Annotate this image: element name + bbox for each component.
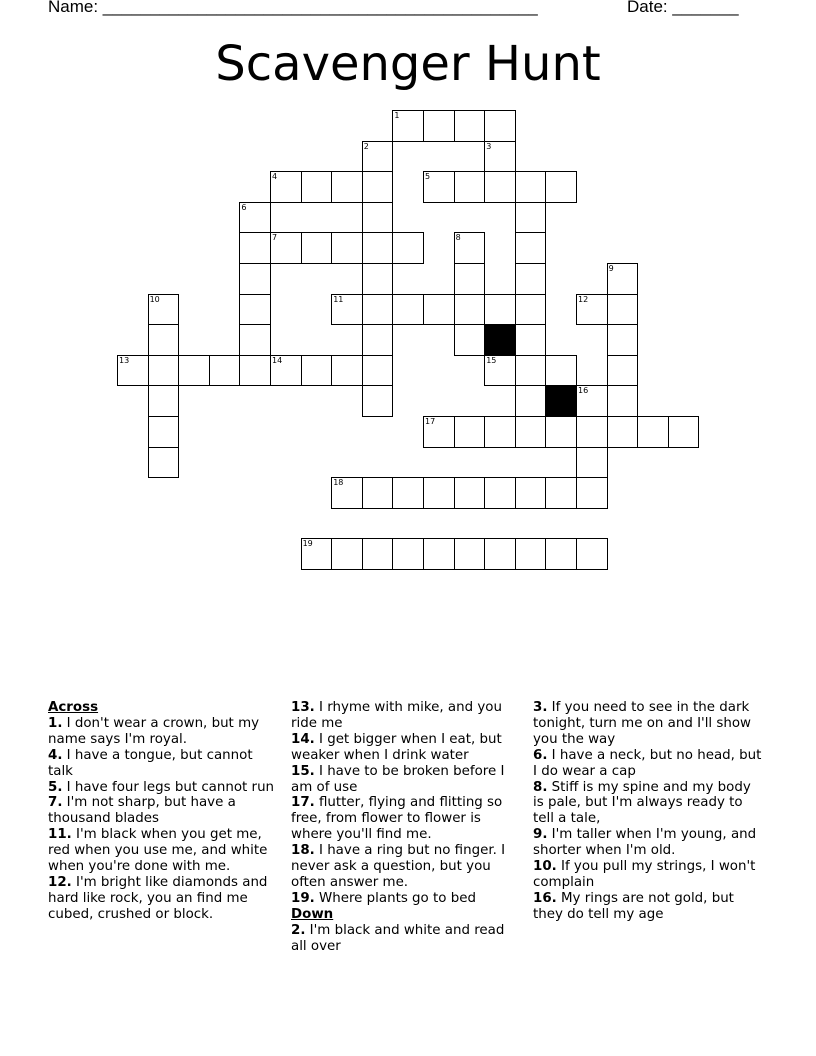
- clue-number: 9: [608, 264, 614, 273]
- clue-item: [48, 748, 280, 780]
- crossword-cell[interactable]: [331, 232, 363, 264]
- crossword-cell[interactable]: [148, 294, 180, 326]
- clue-item-number: 14.: [291, 731, 315, 747]
- crossword-cell[interactable]: [515, 324, 547, 356]
- clue-item-text: I rhyme with mike, and you ride me: [291, 700, 502, 731]
- crossword-cell[interactable]: [576, 416, 608, 448]
- crossword-cell[interactable]: [515, 538, 547, 570]
- clue-item: [291, 843, 523, 891]
- clue-item-number: 18.: [291, 843, 315, 859]
- crossword-cell[interactable]: [607, 324, 639, 356]
- clue-item-number: 7.: [48, 795, 63, 811]
- crossword-cell[interactable]: [545, 355, 577, 387]
- clue-item: [48, 780, 280, 796]
- crossword-cell[interactable]: [392, 232, 424, 264]
- crossword-cell[interactable]: [362, 263, 394, 295]
- clue-item-number: 12.: [48, 874, 72, 890]
- clue-item-number: 17.: [291, 795, 315, 811]
- clue-item: [291, 891, 523, 907]
- crossword-cell[interactable]: [454, 171, 486, 203]
- crossword-cell[interactable]: [301, 171, 333, 203]
- clue-number: 15: [486, 355, 497, 365]
- clue-item-text: flutter, flying and flitting so free, from flower to flower is where you'll find me.: [291, 795, 503, 843]
- crossword-cell[interactable]: [148, 324, 180, 356]
- crossword-cell[interactable]: [607, 355, 639, 387]
- clue-item-text: If you need to see in the dark tonight, turn me on and I'll show you the way: [533, 700, 752, 747]
- clue-item-text: I have a neck, but no head, but I do wear a cap: [533, 747, 762, 779]
- crossword-cell[interactable]: [576, 538, 608, 570]
- clue-item: [291, 795, 523, 843]
- clue-number: 13: [119, 355, 130, 365]
- clue-item-text: I'm black and white and read all over: [291, 922, 505, 954]
- clue-item-text: Stiff is my spine and my body is pale, but I'm always ready to tell a tale,: [533, 779, 751, 827]
- crossword-cell[interactable]: [270, 355, 302, 387]
- crossword-black-cell: [545, 385, 577, 417]
- crossword-cell[interactable]: [515, 171, 547, 203]
- crossword-cell[interactable]: [331, 477, 363, 509]
- crossword-cell[interactable]: [668, 416, 700, 448]
- crossword-cell[interactable]: [576, 477, 608, 509]
- clue-item-number: 9.: [533, 827, 548, 843]
- clue-item: [291, 732, 523, 764]
- crossword-cell[interactable]: [239, 324, 271, 356]
- crossword-cell[interactable]: [515, 416, 547, 448]
- crossword-cell[interactable]: [362, 232, 394, 264]
- crossword-cell[interactable]: [484, 355, 516, 387]
- crossword-cell[interactable]: [362, 141, 394, 173]
- crossword-cell[interactable]: [362, 385, 394, 417]
- crossword-cell[interactable]: [545, 477, 577, 509]
- crossword-cell[interactable]: [607, 385, 639, 417]
- crossword-cell[interactable]: [515, 385, 547, 417]
- clue-item-number: 11.: [48, 827, 72, 843]
- crossword-cell[interactable]: [392, 294, 424, 326]
- crossword-cell[interactable]: [148, 355, 180, 387]
- crossword-cell[interactable]: [148, 447, 180, 479]
- clue-item-number: 8.: [533, 779, 548, 795]
- clue-item-text: I get bigger when I eat, but weaker when I drink water: [291, 731, 502, 763]
- clue-item-number: 19.: [291, 890, 315, 906]
- clue-item-number: 6.: [533, 747, 548, 763]
- clue-number: 17: [425, 417, 436, 426]
- clue-item: [291, 923, 523, 955]
- crossword-cell[interactable]: [301, 355, 333, 387]
- crossword-cell[interactable]: [423, 477, 455, 509]
- crossword-cell[interactable]: [545, 538, 577, 570]
- crossword-cell[interactable]: [484, 171, 516, 203]
- crossword-cell[interactable]: [178, 355, 210, 387]
- clue-item-number: 1.: [48, 715, 63, 731]
- clue-item-text: I don't wear a crown, but my name says I'm royal.: [48, 715, 260, 747]
- crossword-cell[interactable]: [545, 171, 577, 203]
- crossword-cell[interactable]: [454, 232, 486, 264]
- crossword-cell[interactable]: [423, 294, 455, 326]
- crossword-cell[interactable]: [239, 202, 271, 234]
- crossword-cell[interactable]: [607, 416, 639, 448]
- crossword-cell[interactable]: [454, 263, 486, 295]
- clue-item-number: 4.: [48, 747, 63, 763]
- clue-item: [48, 716, 280, 748]
- clue-item: [48, 795, 280, 827]
- clues-column-2: [291, 700, 523, 955]
- clue-number: 5: [425, 172, 431, 182]
- crossword-black-cell: [484, 324, 516, 356]
- clue-item: [533, 748, 765, 780]
- clues-column-1: [48, 700, 280, 923]
- clue-item-text: I have a ring but no finger. I never ask a question, but you often answer me.: [291, 843, 506, 890]
- crossword-cell[interactable]: [423, 416, 455, 448]
- clue-item-text: I have four legs but cannot run: [62, 779, 275, 795]
- page-title: Scavenger Hunt: [215, 36, 601, 92]
- crossword-cell[interactable]: [484, 110, 516, 142]
- clue-item-text: I'm not sharp, but have a thousand blades: [48, 795, 236, 827]
- crossword-cell[interactable]: [515, 294, 547, 326]
- crossword-cell[interactable]: [423, 171, 455, 203]
- crossword-cell[interactable]: [362, 538, 394, 570]
- crossword-cell[interactable]: [301, 232, 333, 264]
- clue-number: 10: [149, 294, 160, 304]
- crossword-cell[interactable]: [331, 171, 363, 203]
- clue-number: 19: [302, 539, 313, 549]
- crossword-cell[interactable]: [209, 355, 241, 387]
- clue-item: [291, 700, 523, 732]
- clue-item-text: I'm black when you get me, red when you use me, and white when you're done with me.: [48, 827, 268, 875]
- crossword-cell[interactable]: [423, 538, 455, 570]
- clue-item-number: 13.: [291, 700, 315, 715]
- crossword-cell[interactable]: [454, 538, 486, 570]
- clue-item-text: I have a tongue, but cannot talk: [48, 747, 253, 779]
- crossword-cell[interactable]: [239, 263, 271, 295]
- clue-item: [48, 875, 280, 923]
- crossword-cell[interactable]: [454, 416, 486, 448]
- crossword-cell[interactable]: [576, 385, 608, 417]
- clue-number: 18: [333, 478, 344, 488]
- clue-item-text: Where plants go to bed: [314, 890, 476, 906]
- crossword-cell[interactable]: [239, 355, 271, 387]
- clue-item-text: My rings are not gold, but they do tell my age: [533, 890, 734, 922]
- crossword-cell[interactable]: [239, 232, 271, 264]
- crossword-cell[interactable]: [484, 477, 516, 509]
- crossword-cell[interactable]: [576, 294, 608, 326]
- clue-number: 2: [363, 141, 369, 151]
- crossword-cell[interactable]: [362, 171, 394, 203]
- crossword-cell[interactable]: [331, 294, 363, 326]
- crossword-cell[interactable]: [148, 416, 180, 448]
- crossword-cell[interactable]: [515, 232, 547, 264]
- down-heading: Down: [291, 906, 334, 922]
- crossword-cell[interactable]: [362, 477, 394, 509]
- clue-number: 14: [272, 355, 283, 365]
- crossword-cell[interactable]: [239, 294, 271, 326]
- crossword-cell[interactable]: [607, 263, 639, 295]
- clue-number: 1: [394, 111, 400, 120]
- crossword-cell[interactable]: [515, 263, 547, 295]
- date-line: Date: _______: [627, 0, 739, 16]
- crossword-cell[interactable]: [331, 355, 363, 387]
- clue-item: [533, 891, 765, 923]
- clue-item-number: 10.: [533, 859, 557, 875]
- clue-number: 3: [486, 141, 492, 151]
- clue-number: 8: [455, 233, 461, 243]
- clue-item-text: I have to be broken before I am of use: [291, 763, 505, 795]
- clues-column-3: [533, 700, 765, 923]
- clue-item: [533, 859, 765, 891]
- crossword-cell[interactable]: [362, 324, 394, 356]
- clue-number: 4: [272, 172, 278, 182]
- crossword-cell[interactable]: [362, 355, 394, 387]
- clue-number: 12: [578, 294, 589, 304]
- clue-item: [533, 827, 765, 859]
- crossword-cell[interactable]: [301, 538, 333, 570]
- crossword-cell[interactable]: [362, 294, 394, 326]
- across-heading: Across: [48, 700, 99, 715]
- crossword-cell[interactable]: [117, 355, 149, 387]
- clue-number: 7: [272, 233, 278, 243]
- name-line: Name: ______________________________________________: [48, 0, 538, 16]
- crossword-cell[interactable]: [484, 294, 516, 326]
- crossword-cell[interactable]: [637, 416, 669, 448]
- crossword-cell[interactable]: [392, 110, 424, 142]
- crossword-cell[interactable]: [454, 110, 486, 142]
- crossword-cell[interactable]: [515, 477, 547, 509]
- clue-item-number: 15.: [291, 763, 315, 779]
- crossword-cell[interactable]: [484, 538, 516, 570]
- clue-number: 11: [333, 294, 344, 304]
- clue-item-number: 2.: [291, 922, 306, 938]
- crossword-cell[interactable]: [515, 355, 547, 387]
- crossword-cell[interactable]: [392, 538, 424, 570]
- clue-item-number: 3.: [533, 700, 548, 715]
- crossword-cell[interactable]: [392, 477, 424, 509]
- crossword-cell[interactable]: [270, 232, 302, 264]
- crossword-cell[interactable]: [484, 141, 516, 173]
- clue-item-text: If you pull my strings, I won't complain: [533, 859, 756, 890]
- crossword-cell[interactable]: [331, 538, 363, 570]
- clue-item-number: 5.: [48, 779, 63, 795]
- clue-item: [48, 827, 280, 875]
- clue-item: [291, 764, 523, 796]
- clue-item-text: I'm taller when I'm young, and shorter when I'm old.: [533, 827, 757, 859]
- crossword-cell[interactable]: [454, 294, 486, 326]
- crossword-cell[interactable]: [362, 202, 394, 234]
- clue-item-number: 16.: [533, 890, 557, 906]
- clue-number: 16: [578, 386, 589, 396]
- crossword-cell[interactable]: [515, 202, 547, 234]
- crossword-cell[interactable]: [484, 416, 516, 448]
- crossword-cell[interactable]: [545, 416, 577, 448]
- clue-item: [533, 700, 765, 748]
- crossword-cell[interactable]: [576, 447, 608, 479]
- crossword-cell[interactable]: [454, 324, 486, 356]
- crossword-cell[interactable]: [454, 477, 486, 509]
- crossword-cell[interactable]: [148, 385, 180, 417]
- clue-item: [533, 780, 765, 828]
- crossword-cell[interactable]: [423, 110, 455, 142]
- crossword-cell[interactable]: [607, 294, 639, 326]
- crossword-cell[interactable]: [270, 171, 302, 203]
- clue-item-text: I'm bright like diamonds and hard like rock, you an find me cubed, crushed or block.: [48, 874, 268, 922]
- clue-number: 6: [241, 202, 247, 212]
